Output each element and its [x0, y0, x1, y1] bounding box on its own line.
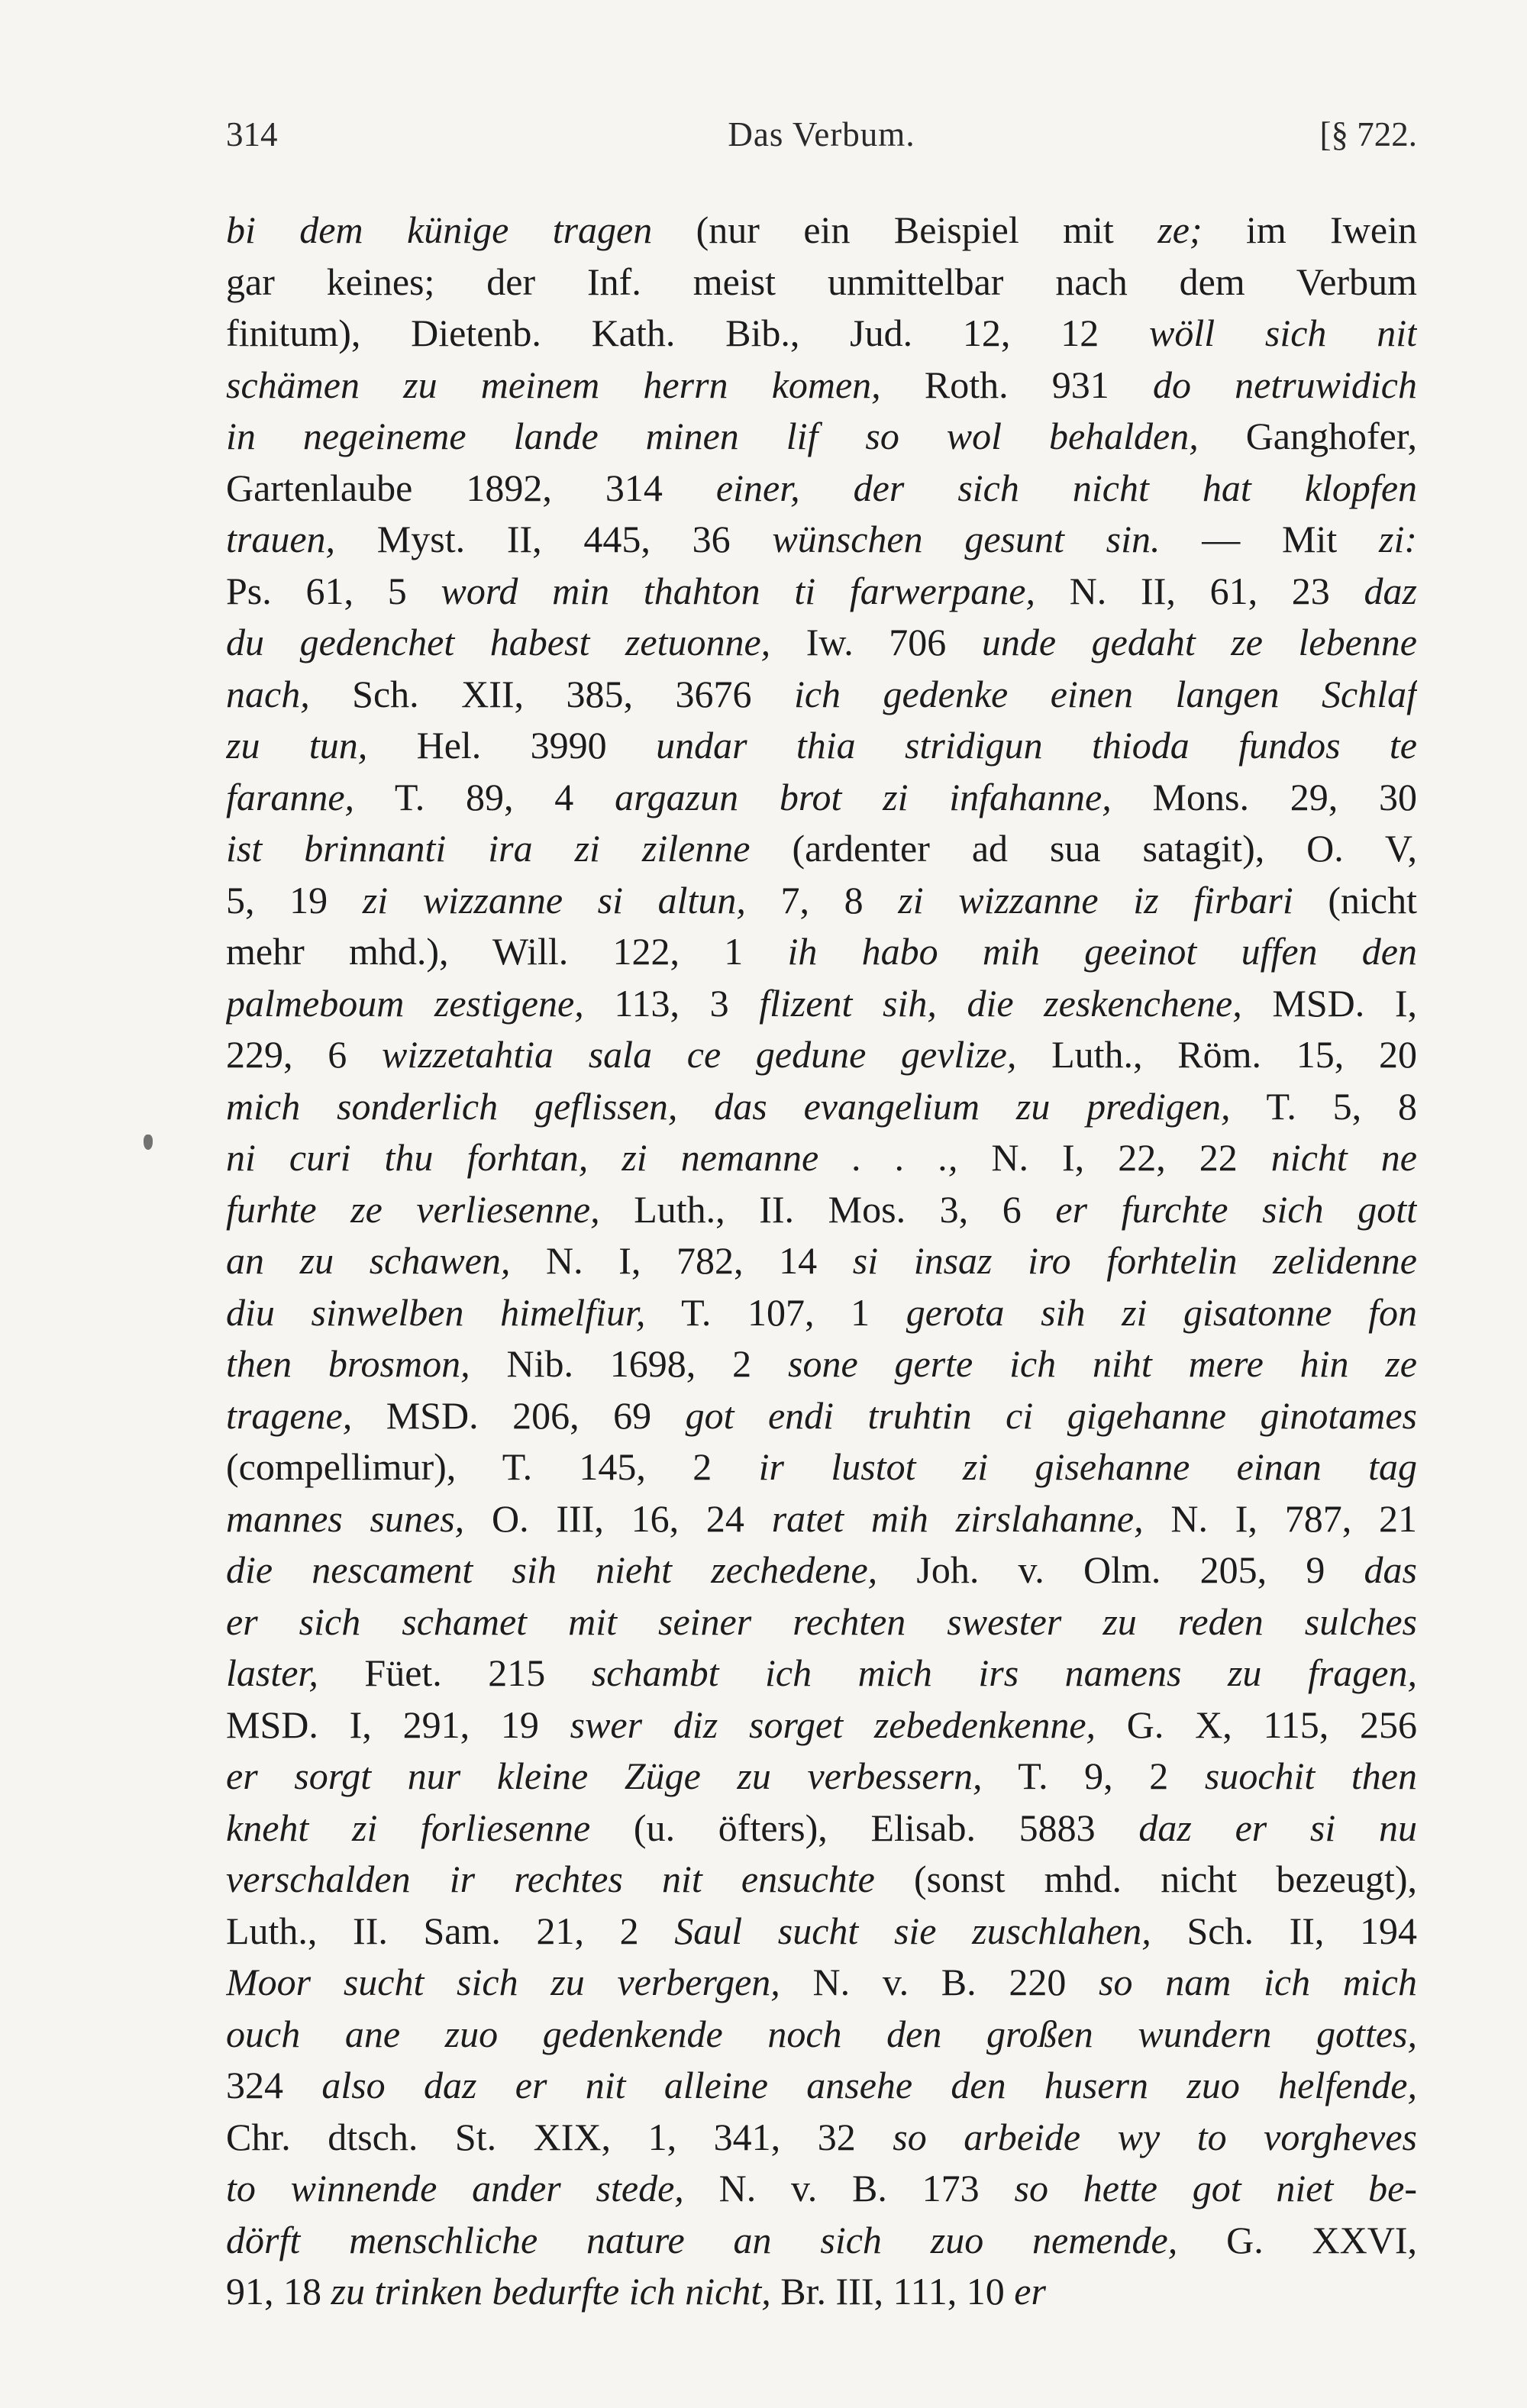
text-run: finitum), Dietenb. Kath. Bib., Jud. 12, 12 [226, 311, 1149, 354]
italic-citation: to winnende ander stede, [226, 2167, 684, 2209]
text-run: Joh. v. Olm. 205, 9 [877, 1548, 1364, 1591]
italic-citation: so arbeide wy to vorgheves [893, 2115, 1417, 2158]
italic-citation: wöll sich nit [1148, 311, 1417, 354]
italic-citation: wünschen gesunt sin. [772, 518, 1161, 560]
text-line [226, 1132, 1417, 1184]
text-run: 324 [226, 2064, 322, 2106]
text-run: G. XXVI, [1177, 2218, 1417, 2261]
text-line [226, 1493, 1417, 1545]
text-run: Luth., Röm. 15, 20 [1016, 1033, 1417, 1076]
text-line [226, 360, 1417, 412]
italic-citation: gerota sih zi gisatonne fon [906, 1290, 1417, 1334]
text-line [226, 1803, 1417, 1854]
text-line [226, 1081, 1417, 1133]
italic-citation: trauen, [226, 518, 336, 560]
text-line [226, 308, 1417, 360]
text-line [226, 1699, 1417, 1751]
text-run: N. I, 782, 14 [510, 1239, 853, 1282]
italic-citation: si insaz iro forhtelin zelidenne [852, 1239, 1417, 1282]
text-line [226, 875, 1417, 927]
text-run: Myst. II, 445, 36 [335, 518, 773, 560]
text-run: — Mit [1160, 518, 1379, 560]
text-line [226, 2215, 1417, 2267]
italic-citation: er furchte sich gott [1055, 1187, 1417, 1231]
text-run: T. 5, 8 [1230, 1084, 1417, 1128]
text-run: G. X, 115, 256 [1096, 1703, 1417, 1746]
italic-citation: dörft menschliche nature an sich zuo nemende, [226, 2218, 1178, 2261]
text-run: (nur ein Beispiel mit [652, 208, 1158, 251]
text-line [226, 1235, 1417, 1287]
italic-citation: Saul sucht sie zuschlahen, [674, 1909, 1151, 1952]
text-line [226, 205, 1417, 257]
italic-citation: schämen zu meinem herrn komen, [226, 363, 881, 406]
text-line [226, 2266, 1417, 2318]
text-run: Ps. 61, 5 [226, 569, 441, 612]
text-run: Füet. 215 [318, 1651, 592, 1694]
italic-citation: kneht zi forliesenne [226, 1806, 591, 1849]
italic-citation: Moor sucht sich zu verbergen, [226, 1961, 780, 2003]
text-line [226, 514, 1417, 566]
italic-citation: zu trinken bedurfte ich nicht, [331, 2270, 771, 2313]
italic-citation: undar thia stridigun thioda fundos te [656, 724, 1417, 767]
text-line [226, 1184, 1417, 1236]
text-line [226, 1648, 1417, 1699]
text-line [226, 1029, 1417, 1081]
text-line [226, 1545, 1417, 1596]
text-line [226, 257, 1417, 308]
text-line [226, 1390, 1417, 1442]
running-header [226, 115, 1417, 160]
text-run: gar keines; der Inf. meist unmittelbar nach dem Verbum [226, 260, 1417, 303]
text-line [226, 2112, 1417, 2164]
body-text [226, 205, 1417, 2318]
text-line [226, 2060, 1417, 2112]
italic-citation: ouch ane zuo gedenkende noch den großen wundern gottes, [226, 2012, 1417, 2055]
italic-citation: flizent sih, die zeskenchene, [759, 981, 1242, 1025]
italic-citation: er sich schamet mit seiner rechten swester zu reden sulches [226, 1599, 1417, 1643]
text-line [226, 617, 1417, 669]
text-run: MSD. I, 291, 19 [226, 1703, 570, 1746]
text-run: Mons. 29, 30 [1111, 775, 1417, 818]
text-run: N. v. B. 173 [683, 2167, 1015, 2209]
text-run: (nicht [1293, 878, 1417, 922]
section-mark: [§ 722. [1319, 115, 1417, 153]
text-run: mehr mhd.), Will. 122, 1 [226, 930, 788, 973]
italic-citation: ni curi thu forhtan, zi nemanne . . ., [226, 1136, 958, 1179]
running-title: Das Verbum. [728, 115, 915, 153]
text-run: 113, 3 [583, 981, 760, 1025]
italic-citation: swer diz sorget zebedenkenne, [570, 1703, 1096, 1746]
text-run: (sonst mhd. nicht bezeugt), [874, 1858, 1417, 1900]
italic-citation: diu sinwelben himelfiur, [226, 1290, 646, 1334]
italic-citation: then brosmon, [226, 1342, 470, 1385]
text-run: 91, 18 [226, 2270, 331, 2313]
italic-citation: faranne, [226, 775, 355, 818]
text-line [226, 1854, 1417, 1906]
text-run: Chr. dtsch. St. XIX, 1, 341, 32 [226, 2115, 893, 2158]
italic-citation: argazun brot zi infahanne, [615, 775, 1112, 818]
text-run: Iw. 706 [770, 621, 982, 663]
text-line [226, 2009, 1417, 2061]
italic-citation: ir lustot zi gisehanne einan tag [758, 1445, 1417, 1488]
text-run: Roth. 931 [880, 363, 1153, 406]
italic-citation: zi: [1379, 518, 1417, 560]
text-run: N. II, 61, 23 [1035, 569, 1364, 612]
text-line [226, 720, 1417, 772]
italic-citation: do netruwidich [1152, 363, 1417, 406]
text-line [226, 669, 1417, 721]
italic-citation: in negeineme lande minen lif so wol behalden, [226, 415, 1199, 457]
italic-citation: mich sonderlich geflissen, das evangelium zu predigen, [226, 1084, 1231, 1128]
text-line [226, 1596, 1417, 1648]
italic-citation: sone gerte ich niht mere hin ze [788, 1342, 1417, 1385]
italic-citation: das [1364, 1548, 1417, 1591]
text-run: T. 89, 4 [354, 775, 615, 818]
text-run: Sch. II, 194 [1151, 1909, 1417, 1952]
text-run: 7, 8 [745, 878, 899, 922]
text-run: 229, 6 [226, 1033, 382, 1076]
italic-citation: zi wizzanne iz firbari [898, 878, 1293, 922]
italic-citation: so nam ich mich [1099, 1961, 1417, 2003]
italic-citation: einer, der sich nicht hat klopfen [715, 466, 1417, 509]
italic-citation: also daz er nit alleine ansehe den husern zuo helfende, [321, 2064, 1417, 2106]
text-run: N. v. B. 220 [780, 1961, 1099, 2003]
italic-citation: suochit then [1204, 1754, 1417, 1797]
italic-citation: ich gedenke einen langen Schlaf [793, 672, 1417, 715]
italic-citation: verschalden ir rechtes nit ensuchte [226, 1858, 875, 1900]
italic-citation: got endi truhtin ci gigehanne ginotames [685, 1393, 1417, 1437]
italic-citation: zi wizzanne si altun, [362, 878, 746, 922]
italic-citation: laster, [226, 1651, 318, 1694]
text-line [226, 1441, 1417, 1493]
italic-citation: daz [1364, 569, 1417, 612]
text-line [226, 978, 1417, 1030]
italic-citation: nach, [226, 672, 310, 715]
italic-citation: die nescament sih nieht zechedene, [226, 1548, 878, 1591]
italic-citation: bi dem künige tragen [226, 208, 653, 251]
text-line [226, 823, 1417, 875]
text-line [226, 2163, 1417, 2215]
italic-citation: mannes sunes, [226, 1496, 465, 1540]
text-run: Nib. 1698, 2 [470, 1342, 789, 1385]
italic-citation: ratet mih zirslahanne, [771, 1496, 1144, 1540]
italic-citation: ist brinnanti ira zi zilenne [226, 827, 751, 870]
text-run: Gartenlaube 1892, 314 [226, 466, 716, 509]
text-run: O. III, 16, 24 [464, 1496, 772, 1540]
text-run: MSD. 206, 69 [352, 1393, 686, 1437]
text-line [226, 1957, 1417, 2009]
text-run: (u. öfters), Elisab. 5883 [590, 1806, 1139, 1849]
italic-citation: word min thahton ti farwerpane, [441, 569, 1035, 612]
text-run: Sch. XII, 385, 3676 [309, 672, 794, 715]
italic-citation: ze; [1157, 208, 1203, 251]
text-run: 5, 19 [226, 878, 363, 922]
text-run: Luth., II. Mos. 3, 6 [599, 1187, 1056, 1231]
italic-citation: an zu schawen, [226, 1239, 511, 1282]
text-line [226, 926, 1417, 978]
italic-citation: schambt ich mich irs namens zu fragen, [591, 1651, 1417, 1694]
text-run: Hel. 3990 [367, 724, 657, 767]
text-run: im Iwein [1202, 208, 1417, 251]
italic-citation: nicht ne [1270, 1136, 1417, 1179]
italic-citation: wizzetahtia sala ce gedune gevlize, [381, 1033, 1017, 1076]
italic-citation: unde gedaht ze lebenne [981, 621, 1417, 663]
text-run: T. 9, 2 [982, 1754, 1205, 1797]
italic-citation: palmeboum zestigene, [226, 981, 584, 1025]
text-run: (ardenter ad sua satagit), O. V, [750, 827, 1417, 870]
italic-citation: so hette got niet be- [1014, 2167, 1417, 2209]
italic-citation: er [1014, 2270, 1046, 2313]
text-run: MSD. I, [1241, 981, 1417, 1025]
margin-mark-icon [144, 1135, 153, 1150]
text-line [226, 1751, 1417, 1803]
text-run: N. I, 787, 21 [1143, 1496, 1417, 1540]
italic-citation: ih habo mih geeinot uffen den [787, 930, 1417, 973]
italic-citation: du gedenchet habest zetuonne, [226, 621, 771, 663]
text-line [226, 772, 1417, 824]
page-number: 314 [226, 115, 278, 153]
text-run: T. 107, 1 [645, 1290, 906, 1334]
text-run: Ganghofer, [1198, 415, 1417, 457]
text-line [226, 1906, 1417, 1958]
italic-citation: furhte ze verliesenne, [226, 1187, 600, 1231]
text-run: Br. III, 111, 10 [770, 2270, 1015, 2313]
text-line [226, 411, 1417, 463]
text-line [226, 1287, 1417, 1339]
text-line [226, 566, 1417, 618]
text-run: N. I, 22, 22 [957, 1136, 1271, 1179]
italic-citation: tragene, [226, 1393, 353, 1437]
text-run: (compellimur), T. 145, 2 [226, 1445, 759, 1488]
text-line [226, 463, 1417, 515]
italic-citation: zu tun, [226, 724, 368, 767]
text-line [226, 1338, 1417, 1390]
text-run: Luth., II. Sam. 21, 2 [226, 1909, 675, 1952]
italic-citation: daz er si nu [1138, 1806, 1417, 1849]
italic-citation: er sorgt nur kleine Züge zu verbessern, [226, 1754, 983, 1797]
